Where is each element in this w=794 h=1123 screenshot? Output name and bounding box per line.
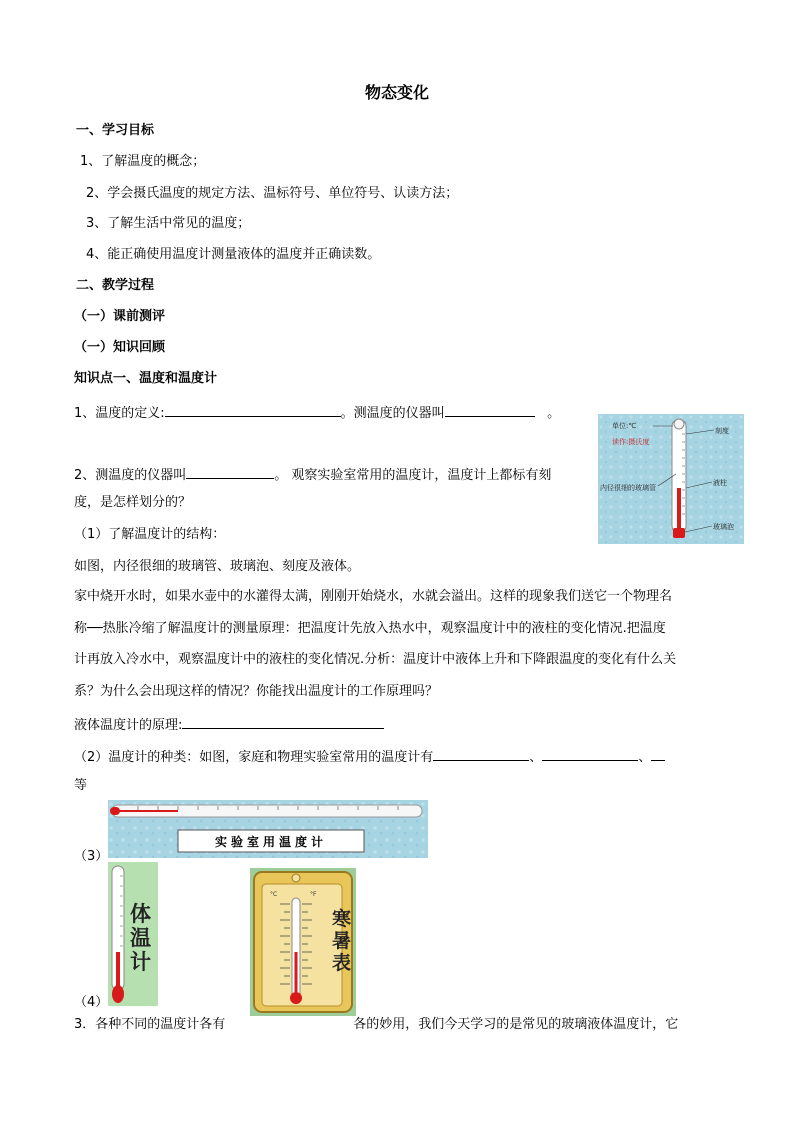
types-text: （2）温度计的种类：如图，家庭和物理实验室常用的温度计有	[74, 750, 434, 765]
subheading-review: （一）知识回顾	[74, 340, 166, 355]
figure-label-4: （4）	[74, 995, 109, 1010]
paragraph-line: 家中烧开水时，如果水壶中的水灌得太满，刚刚开始烧水，水就会溢出。这样的现象我们送它一个物理名	[74, 589, 673, 604]
figure-description: 如图，内径很细的玻璃管、玻璃泡、刻度及液体。	[74, 559, 361, 574]
fig-reading-label: 读作:摄氏度	[612, 438, 650, 446]
answer-blank[interactable]	[445, 402, 535, 417]
body-thermometer-figure	[108, 862, 158, 1006]
goal-item: 3、了解生活中常见的温度；	[86, 216, 251, 231]
fig-liquid-label: 液柱	[713, 479, 727, 487]
principle-question	[74, 714, 384, 735]
separator: 、	[638, 750, 652, 765]
lab-thermometer-figure	[108, 800, 428, 858]
goal-item: 2、学会摄氏温度的规定方法、温标符号、单位符号、认读方法；	[86, 186, 459, 201]
principle-label: 液体温度计的原理:	[74, 718, 183, 733]
answer-blank[interactable]	[186, 464, 274, 479]
separator: 、	[529, 750, 543, 765]
room-unit-f: °F	[310, 891, 317, 898]
answer-blank[interactable]	[165, 402, 341, 417]
fig-bulb-label: 玻璃泡	[713, 523, 734, 531]
knowledge-point-title: 知识点一、温度和温度计	[74, 371, 218, 386]
room-unit-c: °C	[270, 891, 278, 898]
answer-blank[interactable]	[542, 746, 638, 761]
types-question	[74, 746, 665, 767]
room-thermometer-figure	[250, 868, 356, 1016]
q1-text-a: 1、温度的定义:	[74, 406, 165, 421]
lab-thermometer-caption: 实验室用温度计	[214, 835, 328, 849]
section-heading-process: 二、教学过程	[76, 278, 155, 293]
body-thermometer-caption: 体温计	[130, 902, 151, 974]
page-title: 物态变化	[364, 83, 429, 102]
q2-text-a: 2、测温度的仪器叫	[74, 468, 187, 483]
fig-tube-label: 内径很细的玻璃管	[600, 484, 656, 492]
paragraph-line: 称──热胀冷缩了解温度计的测量原理：把温度计先放入热水中，观察温度计中的液柱的变化情况.把温度	[74, 621, 666, 636]
answer-blank[interactable]	[651, 746, 665, 761]
answer-blank[interactable]	[182, 714, 384, 729]
thermometer-structure-figure	[598, 414, 744, 544]
q1-text-b: 。测温度的仪器叫	[340, 406, 445, 421]
q2-text-b: 。 观察实验室常用的温度计，温度计上都标有刻	[274, 468, 552, 483]
question-2	[74, 464, 551, 485]
q3-text-a: 3．各种不同的温度计各有	[74, 1017, 226, 1032]
structure-heading: （1）了解温度计的结构：	[74, 527, 226, 542]
q3-text-b: 各的妙用，我们今天学习的是常见的玻璃液体温度计，它	[353, 1017, 679, 1032]
types-line2: 等	[74, 778, 88, 793]
paragraph-line: 系？为什么会出现这样的情况？你能找出温度计的工作原理吗？	[74, 684, 439, 699]
subheading-pretest: （一）课前测评	[74, 309, 166, 324]
goal-item: 1、了解温度的概念；	[80, 154, 206, 169]
paragraph-line: 计再放入冷水中，观察温度计中的液柱的变化情况.分析：温度计中液体上升和下降跟温度的变化有什么关	[74, 652, 677, 667]
answer-blank[interactable]	[433, 746, 529, 761]
figure-label-3: （3）	[74, 849, 109, 864]
question-2-line2: 度，是怎样划分的？	[74, 495, 192, 510]
fig-unit-label: 单位:℃	[612, 422, 637, 430]
goal-item: 4、能正确使用温度计测量液体的温度并正确读数。	[86, 247, 381, 262]
question-1	[74, 402, 560, 423]
q1-text-c: 。	[547, 406, 561, 421]
room-thermometer-caption: 寒暑表	[332, 908, 352, 974]
section-heading-goals: 一、学习目标	[76, 123, 155, 138]
question-3	[74, 1016, 678, 1034]
fig-scale-label: 刻度	[715, 427, 729, 435]
